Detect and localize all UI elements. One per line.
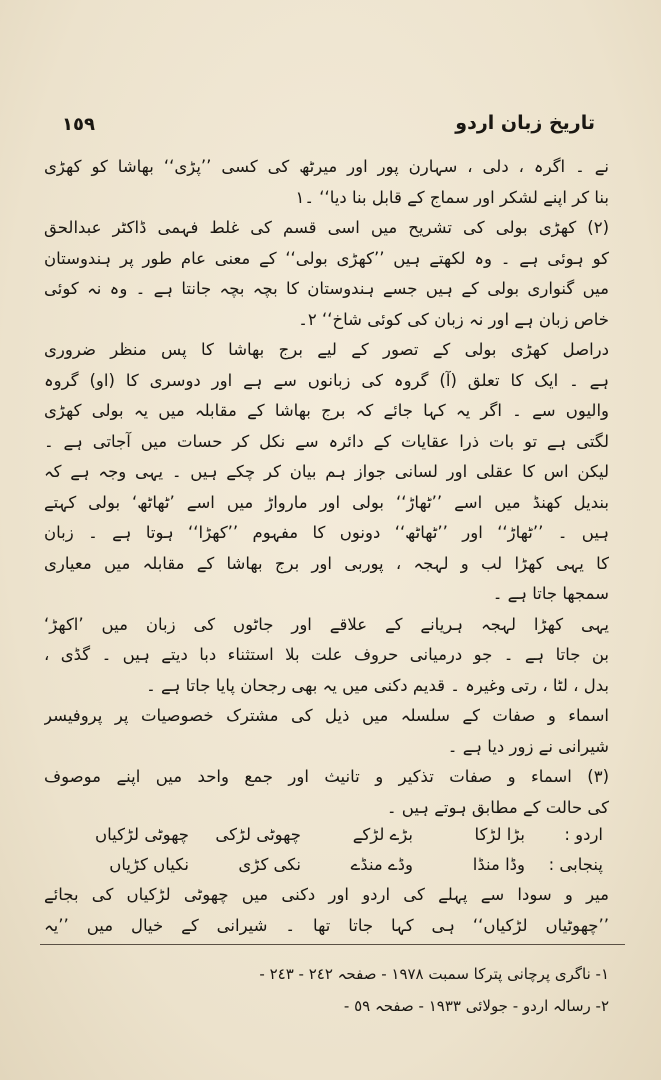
text-line: والیوں سے ۔ اگر یہ کہا جائے کہ برج بھاشا کے مقابلہ میں یہ بولی کھڑی bbox=[44, 401, 609, 420]
text-line: بدل ، لٹا ، رتی وغیرہ ۔ قدیم دکنی میں یہ بھی رجحان پایا جاتا ہے ۔ bbox=[146, 675, 609, 695]
text-line: لیکن اس کا عقلی اور لسانی جواز ہم بیان کر چکے ہیں ۔ یہی وجہ ہے کہ bbox=[44, 462, 609, 481]
text-line: کو ہوئی ہے ۔ وہ لکھتے ہیں ’’کھڑی بولی‘‘ کے معنی عام طور پر ہندوستان bbox=[44, 248, 609, 268]
main-text bbox=[44, 152, 609, 823]
footnote-divider bbox=[40, 944, 625, 945]
text-line: شیرانی نے زور دیا ہے ۔ bbox=[447, 736, 609, 756]
table-cell: پنجابی : bbox=[548, 855, 603, 874]
running-header bbox=[62, 112, 595, 142]
word-comparison-table bbox=[44, 820, 603, 880]
text-line: (٣) اسماء و صفات تذکیر و تانیث اور جمع واحد میں اپنے موصوف bbox=[44, 767, 609, 786]
table-cell: بڑا لڑکا bbox=[474, 825, 525, 844]
text-line: لگتی ہے تو بات ذرا عقایات کے دائرہ سے نکل کر حسات میں آجاتی ہے ۔ bbox=[44, 431, 609, 451]
table-cell: اردو : bbox=[564, 825, 603, 844]
table-cell: وڈا منڈا bbox=[472, 855, 525, 874]
table-cell: نکیاں کڑیاں bbox=[109, 855, 189, 874]
text-line: ’’چھوٹیاں لڑکیاں‘‘ ہی کہا جاتا تھا ۔ شیرانی کے خیال میں ’’یہ bbox=[44, 915, 609, 935]
closing-text bbox=[44, 880, 609, 941]
footnote: ٢- رسالہ اردو - جولائی ١٩٣٣ - صفحہ ٥٩ - bbox=[343, 997, 609, 1015]
text-line: کی حالت کے مطابق ہوتے ہیں ۔ bbox=[386, 797, 609, 817]
text-line: سمجھا جاتا ہے ۔ bbox=[492, 584, 609, 603]
book-title: تاریخ زبان اردو bbox=[455, 112, 595, 134]
table-cell: چھوٹی لڑکیاں bbox=[94, 825, 189, 844]
footnotes bbox=[100, 958, 609, 1022]
text-line: بندیل کھنڈ میں اسے ’’ٹھاڑ‘‘ بولی اور مارواڑ میں اسے ’ٹھاٹھ‘ بولی کہتے bbox=[44, 492, 609, 512]
text-line: ہیں ۔ ’’ٹھاڑ‘‘ اور ’’ٹھاٹھ‘‘ دونوں کا مفہوم ’’کھڑا‘‘ ہوتا ہے ۔ زبان bbox=[44, 523, 609, 542]
text-line: میں گنواری بولی کے ہیں جسے ہندوستان کا بچہ بچہ جانتا ہے ۔ وہ نہ کوئی bbox=[44, 279, 609, 298]
table-cell: چھوٹی لڑکی bbox=[215, 825, 301, 844]
table-cell: نکی کڑی bbox=[238, 855, 301, 874]
table-row bbox=[44, 820, 603, 850]
table-cell: وڈے منڈے bbox=[350, 855, 413, 874]
table-cell: بڑے لڑکے bbox=[352, 825, 413, 844]
text-line: خاص زبان ہے اور نہ زبان کی کوئی شاخ‘‘ ٢۔ bbox=[298, 309, 609, 329]
text-line: اسماء و صفات کے سلسلہ میں ذیل کی مشترک خصوصیات پر پروفیسر bbox=[44, 706, 609, 725]
text-line: بن جاتا ہے ۔ جو درمیانی حروف علت بلا استثناء دبا دیتے ہیں ۔ گڈی ، bbox=[44, 645, 609, 664]
text-line: دراصل کھڑی بولی کے تصور کے لیے برج بھاشا کا پس منظر ضروری bbox=[44, 340, 609, 359]
page-number: ١٥٩ bbox=[62, 114, 95, 135]
text-line: یہی کھڑا لہجہ ہریانے کے علاقے اور جاٹوں کی زبان میں ’اکھڑ‘ bbox=[44, 614, 609, 634]
text-line: (٢) کھڑی بولی کی تشریح میں اسی قسم کی غلط فہمی ڈاکٹر عبدالحق bbox=[44, 218, 609, 237]
text-line: نے ۔ اگرہ ، دلی ، سہارن پور اور میرٹھ کی کسی ’’پڑی‘‘ بھاشا کو کھڑی bbox=[44, 157, 609, 176]
text-line: ہے ۔ ایک کا تعلق (آ) گروہ کی زبانوں سے ہے اور دوسری کا (او) گروہ bbox=[44, 370, 609, 390]
text-line: بنا کر اپنے لشکر اور سماج کے قابل بنا دیا‘‘ ۔١ bbox=[295, 187, 609, 207]
text-line: میر و سودا سے پہلے کی اردو اور دکنی میں چھوٹی لڑکیاں کی بجائے bbox=[44, 885, 609, 904]
table-row bbox=[44, 850, 603, 880]
footnote: ١- ناگری پرچانی پترکا سمبت ١٩٧٨ - صفحہ ٢٤٢ - ٢٤٣ - bbox=[259, 965, 609, 983]
text-line: کا یہی کھڑا لب و لہجہ ، پوربی اور برج بھاشا کے مقابلہ میں معیاری bbox=[44, 553, 609, 573]
